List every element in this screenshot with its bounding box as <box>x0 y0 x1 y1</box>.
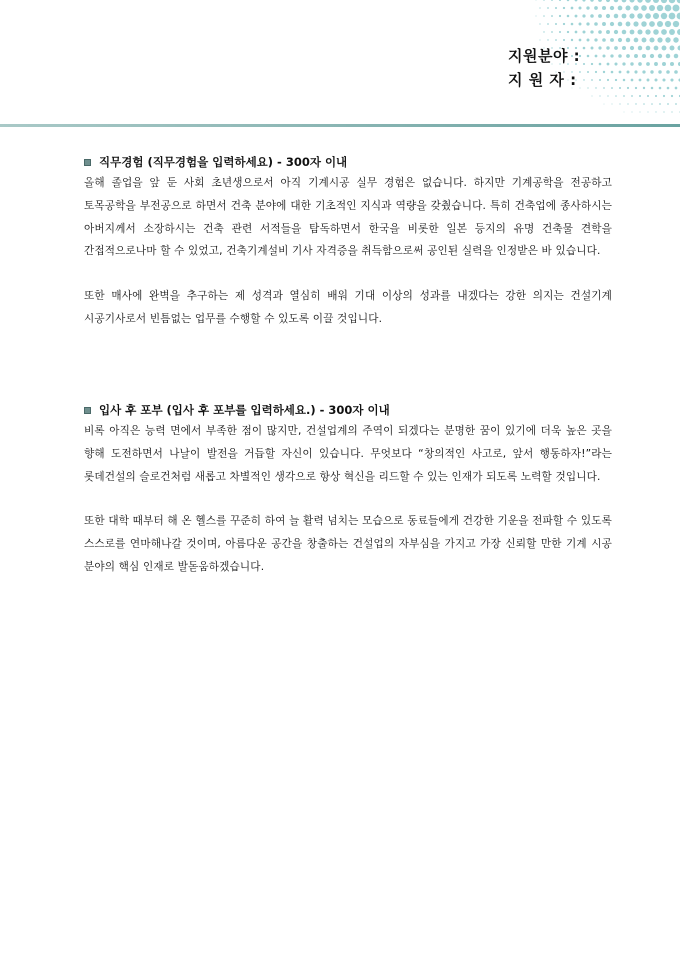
decor-dot <box>639 111 640 112</box>
decor-dot <box>547 23 549 25</box>
decor-dot <box>638 46 642 50</box>
decor-dot <box>586 6 589 9</box>
decor-dot <box>663 95 665 97</box>
decor-dot <box>633 21 638 26</box>
decor-dot <box>653 0 659 3</box>
decor-dot <box>615 79 617 81</box>
decor-dot <box>598 0 602 2</box>
decor-dot <box>674 70 678 74</box>
decor-dot <box>646 46 651 51</box>
paragraph: 비록 아직은 능력 면에서 부족한 점이 많지만, 건설업계의 주역이 되겠다는 분명한 꿈이 있기에 더욱 높은 곳을 향해 도전하면서 나날이 발전을 거듭할 자신이 있습니다. 무엇보다 “창의적인 사고로, 앞서 행동하자!”라는 롯데건설의 슬로건처럼 새롭고 차별적인 생각으로 항상 혁신을 리드할 수 있는 인재가 되도록 노력할 것입니다. <box>84 425 612 483</box>
decor-dot <box>655 111 656 112</box>
decor-dot <box>598 14 602 18</box>
decor-dot <box>665 21 671 27</box>
decor-dot <box>649 37 654 42</box>
decor-dot <box>599 63 602 66</box>
decor-dot <box>536 16 537 17</box>
decor-dot <box>630 46 634 50</box>
decor-dot <box>665 37 670 42</box>
decor-dot <box>658 54 662 58</box>
decor-dot <box>622 46 626 50</box>
decor-dot <box>594 22 598 26</box>
decor-dot <box>667 87 670 90</box>
decor-dot <box>647 95 649 97</box>
decor-dot <box>563 39 565 41</box>
decor-dot <box>611 87 613 89</box>
decor-dot <box>595 71 597 73</box>
decor-dot <box>606 30 610 34</box>
decor-dot <box>645 13 651 19</box>
decor-dot <box>606 14 610 18</box>
decor-dot <box>669 13 676 20</box>
decor-dot <box>539 7 540 8</box>
decor-dot <box>595 87 596 88</box>
section-title <box>84 152 612 172</box>
decor-dot <box>651 87 654 90</box>
decor-dot <box>598 30 602 34</box>
decor-dot <box>629 0 634 3</box>
decor-dot <box>618 22 623 27</box>
header-divider <box>0 124 680 127</box>
decor-dot <box>625 5 630 10</box>
decor-dot <box>622 0 627 2</box>
paragraph: 올해 졸업을 앞 둔 사회 초년생으로서 아직 기계시공 실무 경험은 없습니다. 하지만 기계공학을 전공하고 토목공학을 부전공으로 하면서 건축 분야에 대한 기초적인 지식과 역량을 갖췄습니다. 특히 건축업에 종사하시는 아버지께서 소장하시는 건축 관련 서적들을 탐독하면서 한국을 비롯한 일본 등지의 유명 건축물 견학을 간접적으로나마 할 수 있었고, 건축기계설비 기사 자격증을 취득함으로써 공인된 실력을 인정받은 바 있습니다. <box>84 177 612 258</box>
decor-dot <box>665 5 672 12</box>
decor-dot <box>661 0 667 3</box>
decor-dot <box>575 15 578 18</box>
decor-dot <box>655 79 658 82</box>
decor-dot <box>551 31 553 33</box>
decor-dot <box>567 0 570 1</box>
decor-dot <box>579 39 582 42</box>
decor-dot <box>641 21 647 27</box>
decor-dot <box>675 103 677 105</box>
decor-dot <box>671 111 672 112</box>
decor-dot <box>567 15 570 18</box>
decor-dot <box>614 30 618 34</box>
paragraph: 또한 대학 때부터 해 온 헬스를 꾸준히 하여 늘 활력 넘치는 모습으로 동료들에게 건강한 기운을 전파할 수 있도록 스스로를 연마해나갈 것이며, 아름다운 공간을 창출하는 건설업의 자부심을 가지고 가장 신뢰할 만한 기계 시공 분야의 핵심 인재로 발돋움하겠습니다. <box>84 515 612 573</box>
decor-dot <box>604 104 605 105</box>
decor-dot <box>649 5 655 11</box>
decor-dot <box>623 95 625 97</box>
decor-dot <box>606 46 609 49</box>
decor-dot <box>607 79 609 81</box>
decor-dot <box>659 87 662 90</box>
decor-dot <box>642 54 646 58</box>
decor-dot <box>642 70 645 73</box>
decor-dot <box>583 79 584 80</box>
decor-dot <box>632 112 633 113</box>
decor-dot <box>657 21 663 27</box>
decor-dot <box>603 87 605 89</box>
decor-dot <box>614 14 619 19</box>
decor-dot <box>642 38 647 43</box>
decor-dot <box>673 5 680 12</box>
decor-dot <box>649 21 655 27</box>
decor-dot <box>622 30 627 35</box>
square-bullet-icon <box>84 407 91 414</box>
section-title-text: 직무경험 (직무경험을 입력하세요) - 300자 이내 <box>99 155 348 169</box>
decor-dot <box>602 6 606 10</box>
decor-dot <box>602 38 606 42</box>
decor-dot <box>627 103 628 104</box>
decor-dot <box>583 47 586 50</box>
decor-dot <box>669 0 676 3</box>
decor-dot <box>641 5 647 11</box>
decor-dot <box>627 71 630 74</box>
decor-dot <box>645 0 651 3</box>
decor-dot <box>591 79 593 81</box>
section-title-text: 입사 후 포부 (입사 후 포부를 입력하세요.) - 300자 이내 <box>99 403 390 417</box>
decor-dot <box>587 87 588 88</box>
decor-dot <box>650 70 653 73</box>
decor-dot <box>637 13 643 19</box>
decor-dot <box>614 62 617 65</box>
decor-dot <box>603 71 605 73</box>
decor-dot <box>606 0 610 2</box>
decor-dot <box>610 54 613 57</box>
decor-dot <box>651 103 653 105</box>
decor-dot <box>587 39 590 42</box>
decor-dot <box>626 38 630 42</box>
decor-dot <box>658 70 661 73</box>
decor-dot <box>559 0 561 1</box>
decor-dot <box>599 95 600 96</box>
decor-dot <box>547 39 548 40</box>
decor-dot <box>631 95 633 97</box>
decor-dot <box>610 38 614 42</box>
decor-dot <box>563 7 565 9</box>
decor-dot <box>571 23 574 26</box>
section-title <box>84 400 612 420</box>
decor-dot <box>662 78 665 81</box>
decor-dot <box>555 39 557 41</box>
decor-dot <box>624 112 625 113</box>
decor-dot <box>578 6 581 9</box>
decor-dot <box>639 79 642 82</box>
decor-dot <box>654 62 658 66</box>
decor-dot <box>571 7 574 10</box>
decor-dot <box>622 62 625 65</box>
decor-dot <box>666 54 670 58</box>
decor-dot <box>602 22 606 26</box>
decor-dot <box>653 29 659 35</box>
section-work-experience <box>84 152 612 331</box>
decor-dot <box>677 13 680 20</box>
decor-dot <box>547 7 549 9</box>
decor-dot <box>607 63 610 66</box>
decor-dot <box>563 23 565 25</box>
decor-dot <box>567 31 569 33</box>
decor-dot <box>634 54 638 58</box>
decor-dot <box>555 23 557 25</box>
decor-dot <box>611 103 612 104</box>
decor-dot <box>673 37 678 42</box>
decor-dot <box>598 46 601 49</box>
decor-dot <box>551 0 553 1</box>
decor-dot <box>555 7 557 9</box>
decor-dot <box>586 22 589 25</box>
decor-dot <box>643 103 645 105</box>
decor-dot <box>614 46 618 50</box>
decor-dot <box>661 29 667 35</box>
decor-dot <box>610 6 614 10</box>
decor-dot <box>662 62 666 66</box>
decor-dot <box>645 29 650 34</box>
applicant-info <box>508 44 580 92</box>
decor-dot <box>627 87 629 89</box>
decor-dot <box>667 103 669 105</box>
decor-dot <box>599 79 601 81</box>
application-field-label: 지원분야 : <box>508 47 581 65</box>
decor-dot <box>614 0 618 2</box>
decor-dot <box>618 38 622 42</box>
decor-dot <box>595 55 598 58</box>
decor-dot <box>630 30 635 35</box>
decor-dot <box>619 87 621 89</box>
decor-dot <box>674 54 679 59</box>
section-aspiration <box>84 400 612 579</box>
decor-dot <box>631 79 634 82</box>
decor-dot <box>583 31 586 34</box>
decor-dot <box>592 96 593 97</box>
decor-dot <box>551 15 553 17</box>
decor-dot <box>575 31 578 34</box>
decor-dot <box>602 54 605 57</box>
applicant-name-label: 지 원 자 : <box>508 71 577 89</box>
decor-dot <box>630 62 633 65</box>
decor-dot <box>539 39 540 40</box>
decor-dot <box>587 71 589 73</box>
decor-dot <box>657 37 662 42</box>
decor-dot <box>635 87 637 89</box>
decor-dot <box>670 46 675 51</box>
decor-dot <box>639 95 641 97</box>
decor-dot <box>643 87 645 89</box>
decor-dot <box>638 62 642 66</box>
square-bullet-icon <box>84 159 91 166</box>
decor-dot <box>618 54 622 58</box>
decor-dot <box>610 22 614 26</box>
decor-dot <box>615 95 617 97</box>
decor-dot <box>587 55 590 58</box>
decor-dot <box>629 13 634 18</box>
decor-dot <box>662 46 667 51</box>
decor-dot <box>559 15 561 17</box>
decor-dot <box>559 31 561 33</box>
decor-dot <box>675 87 678 90</box>
decor-dot <box>653 13 659 19</box>
decor-dot <box>590 0 593 2</box>
decor-dot <box>637 29 642 34</box>
decor-dot <box>590 30 593 33</box>
decor-dot <box>634 70 637 73</box>
decor-dot <box>543 31 544 32</box>
decor-dot <box>670 62 674 66</box>
decor-dot <box>618 6 623 11</box>
decor-dot <box>607 95 608 96</box>
decor-dot <box>673 21 679 27</box>
decor-dot <box>634 38 639 43</box>
decor-dot <box>654 46 659 51</box>
decor-dot <box>622 14 627 19</box>
decor-dot <box>659 103 661 105</box>
decor-dot <box>626 54 630 58</box>
decor-dot <box>591 63 593 65</box>
decor-dot <box>582 14 585 17</box>
decor-dot <box>611 71 614 74</box>
decor-dot <box>661 13 667 19</box>
decor-dot <box>663 111 664 112</box>
decor-dot <box>650 54 654 58</box>
decor-dot <box>619 103 620 104</box>
decor-dot <box>590 14 594 18</box>
decor-dot <box>582 0 585 2</box>
decor-dot <box>591 47 594 50</box>
decor-dot <box>626 22 631 27</box>
decor-dot <box>670 78 673 81</box>
decor-dot <box>623 79 626 82</box>
decor-dot <box>619 71 622 74</box>
decor-dot <box>633 5 638 10</box>
decor-dot <box>655 95 657 97</box>
decor-dot <box>575 0 578 1</box>
decor-dot <box>635 103 636 104</box>
decor-dot <box>594 6 598 10</box>
decor-dot <box>543 15 545 17</box>
decor-dot <box>657 5 663 11</box>
decor-dot <box>669 29 675 35</box>
decor-dot <box>543 0 545 1</box>
decor-dot <box>646 62 650 66</box>
decor-dot <box>594 38 597 41</box>
decor-dot <box>666 70 670 74</box>
decor-dot <box>579 23 582 26</box>
decor-dot <box>647 79 650 82</box>
decor-dot <box>647 111 648 112</box>
decor-dot <box>637 0 642 3</box>
decor-dot <box>583 63 585 65</box>
decor-dot <box>571 39 573 41</box>
paragraph: 또한 매사에 완벽을 추구하는 제 성격과 열심히 배워 기대 이상의 성과를 내겠다는 강한 의지는 건설기계 시공기사로서 빈틈없는 업무를 수행할 수 있도록 이끌 것입니다. <box>84 290 612 325</box>
decor-dot <box>671 95 673 97</box>
decor-dot <box>539 23 540 24</box>
